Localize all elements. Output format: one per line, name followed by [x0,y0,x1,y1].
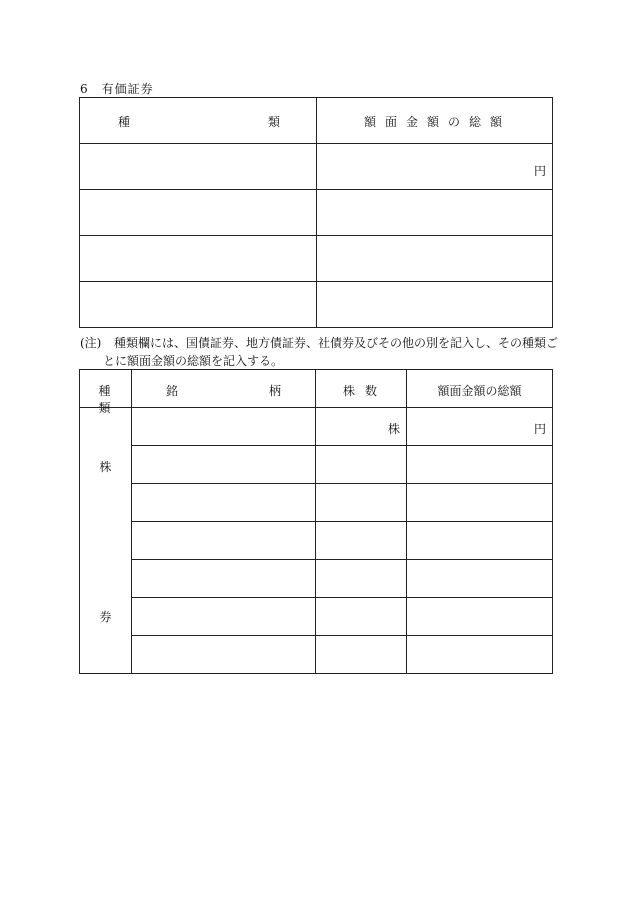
table-row [80,522,553,560]
brand-cell[interactable] [132,636,316,674]
amount-cell[interactable] [407,560,553,598]
amount-cell[interactable] [407,408,553,446]
brand-cell[interactable] [132,446,316,484]
securities-summary-table [79,97,553,328]
note-line-2: とに額面金額の総額を記入する。 [103,354,284,368]
share-count-cell[interactable] [316,446,407,484]
brand-header-char-2: 柄 [268,384,281,398]
table-row [80,190,553,236]
brand-cell[interactable] [132,560,316,598]
kind-cell[interactable] [80,236,317,282]
kind-cell[interactable] [80,282,317,328]
table-header-row [80,98,553,144]
table-row [80,598,553,636]
brand-cell[interactable] [132,522,316,560]
table-row [80,636,553,674]
note-line-1: 種類欄には、国債証券、地方債証券、社債券及びその他の別を記入し、その種類ご [114,336,559,350]
amount-cell[interactable] [317,236,553,282]
amount-cell[interactable] [407,484,553,522]
kind-header: 種類 [80,370,132,408]
share-count-cell[interactable] [316,598,407,636]
amount-cell[interactable] [407,446,553,484]
stock-table [79,369,553,674]
amount-cell[interactable] [317,144,553,190]
share-count-cell[interactable] [316,636,407,674]
brand-header [132,370,316,408]
share-count-cell[interactable] [316,408,407,446]
stock-kind-cell [80,408,132,674]
yen-unit: 円 [533,422,546,436]
table-header-row [80,370,553,408]
yen-unit: 円 [533,164,546,178]
table-row [80,408,553,446]
note [80,334,560,370]
share-count-cell[interactable] [316,484,407,522]
table-row [80,236,553,282]
face-value-total-header: 額面金額の総額 [317,98,553,144]
note-mark: (注) [80,336,102,350]
table-row [80,446,553,484]
kind-cell[interactable] [80,190,317,236]
brand-cell[interactable] [132,408,316,446]
kind-header-char-2: 類 [267,115,280,129]
table-row [80,144,553,190]
amount-cell[interactable] [317,282,553,328]
share-count-header: 株数 [316,370,407,408]
brand-header-char-1: 銘 [166,384,179,398]
amount-cell[interactable] [407,636,553,674]
stock-label-bottom: 券 [99,610,112,624]
amount-cell[interactable] [317,190,553,236]
amount-cell[interactable] [407,598,553,636]
table-row [80,484,553,522]
brand-cell[interactable] [132,484,316,522]
table-row [80,282,553,328]
kabu-unit: 株 [387,422,400,436]
kind-header [80,98,317,144]
table-row [80,560,553,598]
brand-cell[interactable] [132,598,316,636]
share-count-cell[interactable] [316,522,407,560]
section-title: 6 有価証券 [80,82,154,96]
stock-label-top: 株 [99,460,112,474]
amount-cell[interactable] [407,522,553,560]
kind-cell[interactable] [80,144,317,190]
share-count-cell[interactable] [316,560,407,598]
kind-header-char-1: 種 [118,115,131,129]
face-value-total-header: 額面金額の総額 [407,370,553,408]
